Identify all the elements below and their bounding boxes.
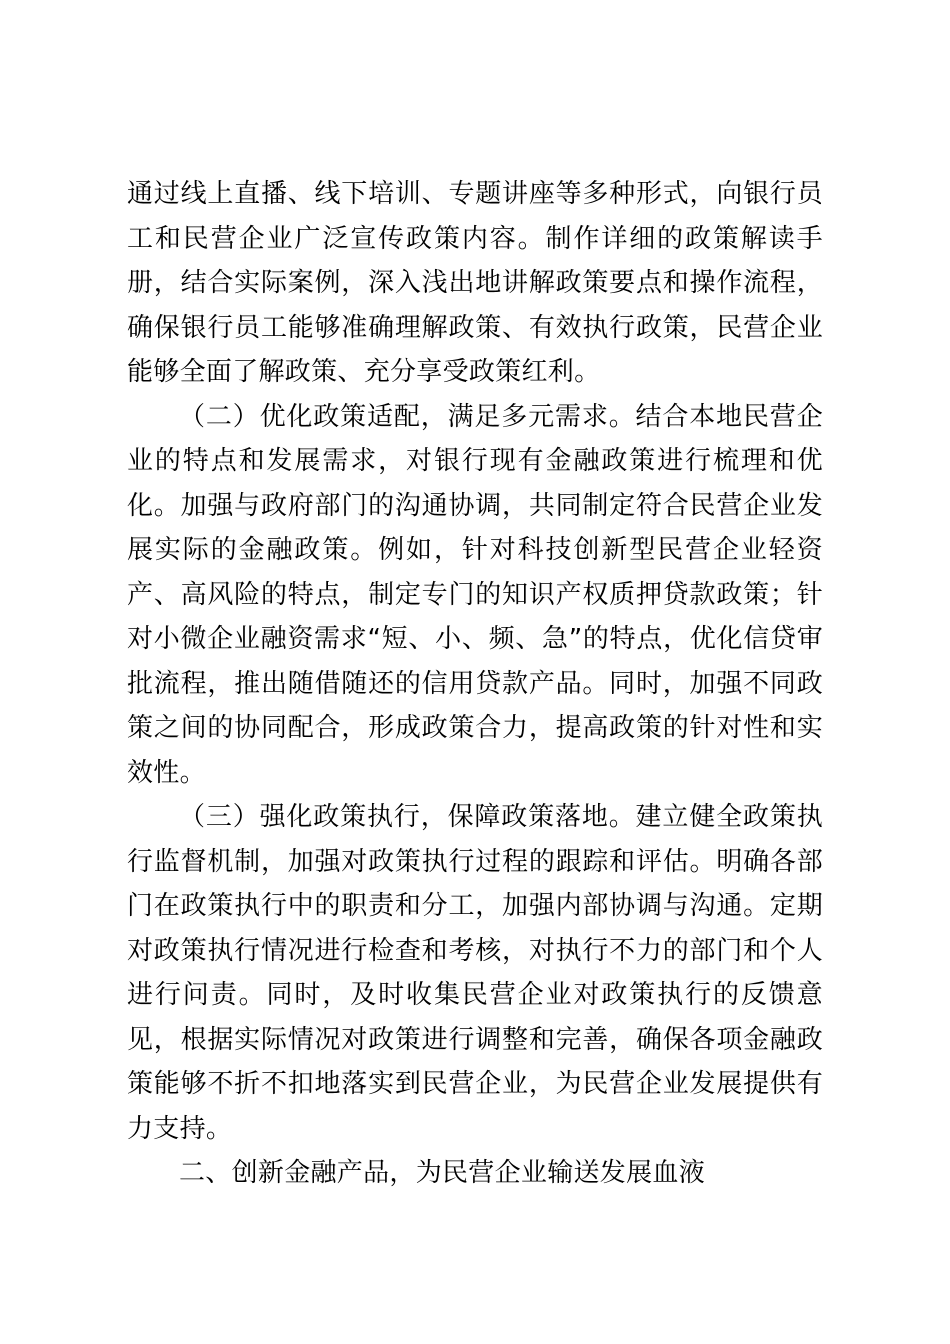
section-heading-innovate-products: 二、创新金融产品，为民营企业输送发展血液 xyxy=(179,1158,706,1188)
paragraph-strengthen-execution: （三）强化政策执行，保障政策落地。建立健全政策执行监督机制，加强对政策执行过程的跟踪和评估。明确各部门在政策执行中的职责和分工，加强内部协调与沟通。定期对政策执行情况进行检查和考核，对执行不力的部门和个人进行问责。同时，及时收集民营企业对政策执行的反馈意见，根据实际情况对政策进行调整和完善，确保各项金融政策能够不折不扣地落实到民营企业，为民营企业发展提供有力支持。 xyxy=(127,802,823,1144)
document-body xyxy=(127,172,823,1196)
paragraph-continuation: 通过线上直播、线下培训、专题讲座等多种形式，向银行员工和民营企业广泛宣传政策内容。制作详细的政策解读手册，结合实际案例，深入浅出地讲解政策要点和操作流程，确保银行员工能够准确理解政策、有效执行政策，民营企业能够全面了解政策、充分享受政策红利。 xyxy=(127,179,823,387)
paragraph-optimize-policy: （二）优化政策适配，满足多元需求。结合本地民营企业的特点和发展需求，对银行现有金融政策进行梳理和优化。加强与政府部门的沟通协调，共同制定符合民营企业发展实际的金融政策。例如，针对科技创新型民营企业轻资产、高风险的特点，制定专门的知识产权质押贷款政策；针对小微企业融资需求“短、小、频、急”的特点，优化信贷审批流程，推出随借随还的信用贷款产品。同时，加强不同政策之间的协同配合，形成政策合力，提高政策的针对性和实效性。 xyxy=(127,401,823,788)
